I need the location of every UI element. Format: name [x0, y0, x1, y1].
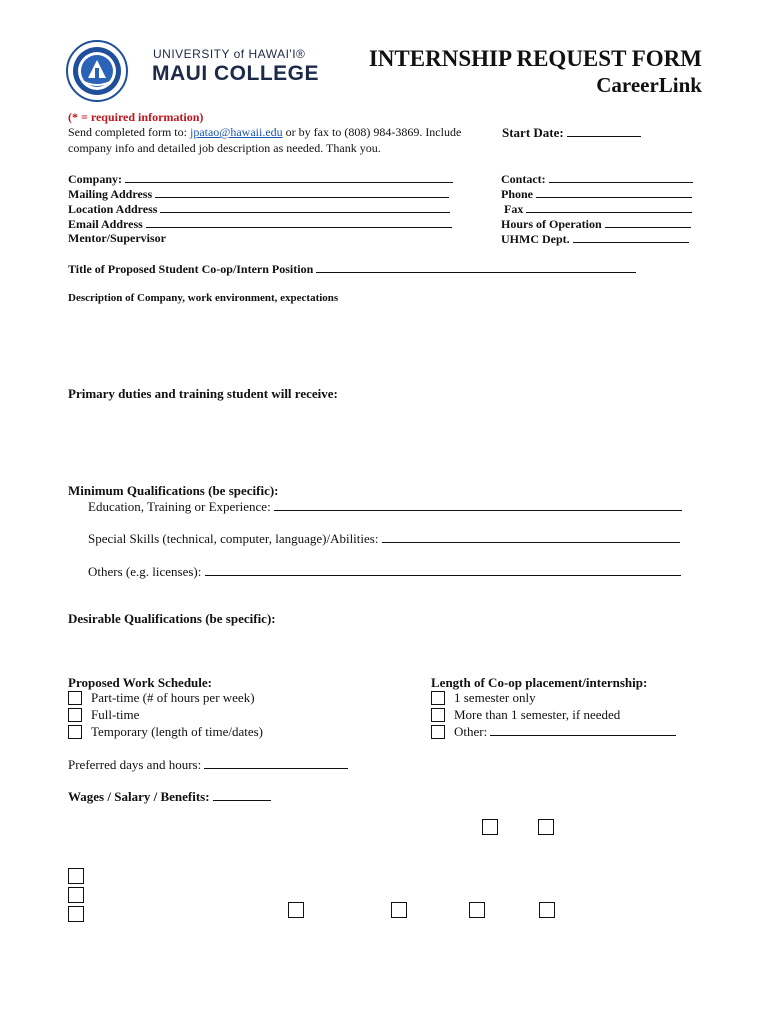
- education-line: [274, 499, 682, 511]
- form-subtitle: CareerLink: [596, 73, 702, 97]
- checkbox[interactable]: [391, 902, 407, 918]
- wages-label: Wages / Salary / Benefits:: [68, 789, 210, 804]
- send-instructions-line2: company info and detailed job description as needed. Thank you.: [68, 141, 381, 155]
- full-time-label: Full-time: [91, 707, 140, 722]
- college-name: MAUI COLLEGE: [152, 62, 319, 85]
- wages-line: [213, 789, 271, 801]
- send-instructions: [68, 125, 461, 140]
- schedule-heading: Proposed Work Schedule:: [68, 675, 212, 690]
- checkbox[interactable]: [68, 868, 84, 884]
- uhmc-dept-label: UHMC Dept.: [501, 232, 570, 246]
- others-line: [205, 564, 681, 576]
- start-date-label: Start Date:: [502, 125, 564, 140]
- other-length-checkbox[interactable]: [431, 725, 445, 739]
- company-field[interactable]: [68, 171, 453, 187]
- position-title-field[interactable]: [68, 261, 636, 277]
- email-address-label: Email Address: [68, 217, 143, 231]
- company-label: Company:: [68, 172, 123, 186]
- location-address-line: [160, 201, 450, 213]
- special-skills-field[interactable]: [88, 531, 680, 547]
- description-heading: Description of Company, work environment, expectations: [68, 292, 339, 304]
- location-address-field[interactable]: [68, 201, 450, 217]
- phone-line: [536, 186, 692, 198]
- phone-field[interactable]: [501, 186, 692, 202]
- location-address-label: Location Address: [68, 202, 158, 216]
- special-skills-line: [382, 531, 680, 543]
- contact-field[interactable]: [501, 171, 693, 187]
- others-field[interactable]: [88, 564, 681, 580]
- other-length-line: [490, 724, 676, 736]
- hours-field[interactable]: [501, 216, 691, 232]
- mailing-address-field[interactable]: [68, 186, 449, 202]
- checkbox[interactable]: [68, 887, 84, 903]
- mailing-address-label: Mailing Address: [68, 187, 153, 201]
- start-date-line: [567, 125, 641, 137]
- mentor-field[interactable]: [68, 231, 166, 246]
- part-time-checkbox[interactable]: [68, 691, 82, 705]
- temporary-label: Temporary (length of time/dates): [91, 724, 264, 739]
- position-title-label: Title of Proposed Student Co-op/Intern Position: [68, 262, 314, 276]
- wages-field[interactable]: [68, 789, 271, 805]
- checkbox[interactable]: [288, 902, 304, 918]
- min-quals-heading: Minimum Qualifications (be specific):: [68, 483, 279, 498]
- preferred-days-line: [204, 757, 348, 769]
- fax-label: Fax: [504, 202, 524, 216]
- company-line: [125, 171, 453, 183]
- checkbox[interactable]: [469, 902, 485, 918]
- checkbox[interactable]: [68, 906, 84, 922]
- education-field[interactable]: [88, 499, 682, 515]
- checkbox[interactable]: [538, 819, 554, 835]
- phone-label: Phone: [501, 187, 534, 201]
- special-skills-label: Special Skills (technical, computer, language)/Abilities:: [88, 531, 379, 546]
- email-address-field[interactable]: [68, 216, 452, 232]
- form-title: INTERNSHIP REQUEST FORM: [368, 46, 702, 71]
- other-length-label: Other:: [454, 724, 488, 739]
- send-prefix: Send completed form to:: [68, 125, 187, 139]
- others-label: Others (e.g. licenses):: [88, 564, 202, 579]
- position-title-line: [316, 261, 636, 273]
- required-note: (* = required information): [68, 110, 204, 124]
- hours-line: [605, 216, 691, 228]
- uhmc-dept-field[interactable]: [501, 231, 689, 247]
- more-semesters-label: More than 1 semester, if needed: [454, 707, 621, 722]
- primary-duties-heading: Primary duties and training student will receive:: [68, 386, 338, 401]
- mentor-label: Mentor/Supervisor: [68, 231, 166, 245]
- desirable-quals-heading: Desirable Qualifications (be specific):: [68, 611, 276, 626]
- start-date-field[interactable]: [502, 125, 641, 141]
- full-time-checkbox[interactable]: [68, 708, 82, 722]
- contact-line: [549, 171, 693, 183]
- contact-label: Contact:: [501, 172, 546, 186]
- email-link[interactable]: jpatao@hawaii.edu: [189, 125, 283, 139]
- uhmc-dept-line: [573, 231, 689, 243]
- hours-label: Hours of Operation: [501, 217, 602, 231]
- temporary-checkbox[interactable]: [68, 725, 82, 739]
- preferred-days-field[interactable]: [68, 757, 348, 773]
- fax-field[interactable]: [504, 201, 692, 217]
- university-seal-logo: [66, 40, 128, 102]
- more-semesters-checkbox[interactable]: [431, 708, 445, 722]
- one-semester-checkbox[interactable]: [431, 691, 445, 705]
- checkbox[interactable]: [482, 819, 498, 835]
- one-semester-label: 1 semester only: [454, 690, 536, 705]
- length-heading: Length of Co-op placement/internship:: [431, 675, 648, 690]
- other-length-field[interactable]: [454, 724, 676, 740]
- email-address-line: [146, 216, 452, 228]
- send-suffix: or by fax to (808) 984-3869. Include: [285, 125, 462, 139]
- preferred-days-label: Preferred days and hours:: [68, 757, 202, 772]
- part-time-label: Part-time (# of hours per week): [91, 690, 255, 705]
- fax-line: [526, 201, 692, 213]
- mailing-address-line: [155, 186, 449, 198]
- education-label: Education, Training or Experience:: [88, 499, 271, 514]
- checkbox[interactable]: [539, 902, 555, 918]
- university-name: UNIVERSITY of HAWAI'I®: [153, 47, 306, 61]
